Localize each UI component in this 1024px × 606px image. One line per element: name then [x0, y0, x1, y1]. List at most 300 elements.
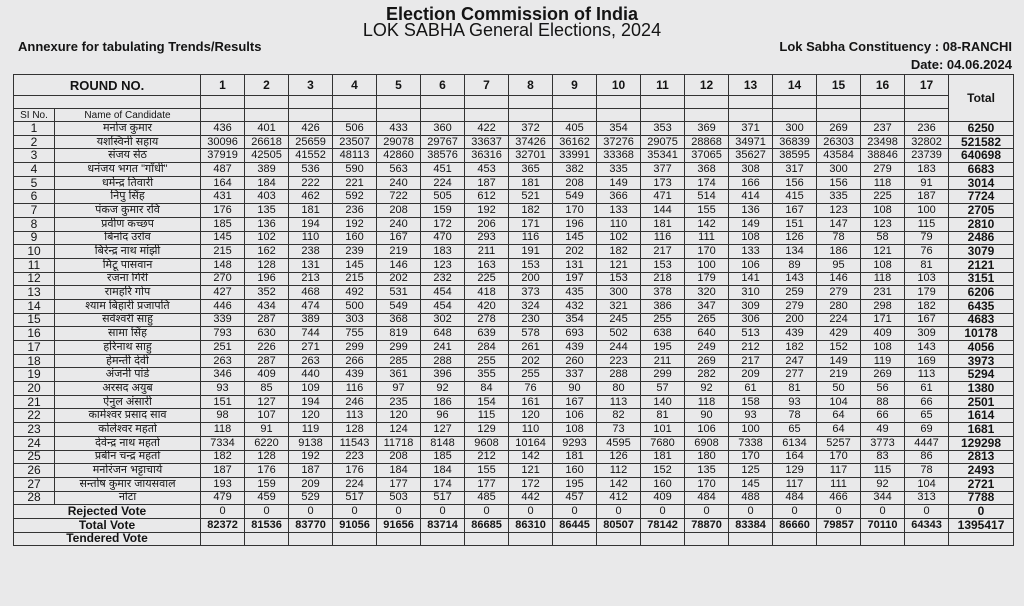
vote-count: 245 [597, 313, 641, 327]
blank-cell [641, 109, 685, 122]
vote-count: 30096 [201, 135, 245, 149]
vote-count: 95 [817, 258, 861, 272]
blank-cell [509, 96, 553, 109]
blank-cell [201, 96, 245, 109]
candidate-total: 2813 [949, 450, 1014, 464]
vote-count: 135 [685, 464, 729, 478]
vote-count: 202 [377, 272, 421, 286]
round-number: 4 [333, 75, 377, 96]
vote-count: 64 [817, 423, 861, 437]
candidate-total: 2486 [949, 231, 1014, 245]
vote-count: 78 [773, 409, 817, 423]
vote-count: 239 [333, 245, 377, 259]
round-number: 16 [861, 75, 905, 96]
vote-count: 184 [421, 464, 465, 478]
grand-total: 1395417 [949, 518, 1014, 532]
vote-count: 90 [685, 409, 729, 423]
round-number: 11 [641, 75, 685, 96]
vote-count: 85 [245, 382, 289, 396]
blank-cell [553, 109, 597, 122]
candidate-total: 521582 [949, 135, 1014, 149]
vote-count: 313 [905, 491, 949, 505]
vote-count: 288 [421, 354, 465, 368]
vote-count: 32802 [905, 135, 949, 149]
vote-count: 488 [729, 491, 773, 505]
vote-count: 377 [641, 163, 685, 177]
vote-count: 126 [773, 231, 817, 245]
blank-cell [905, 532, 949, 546]
round-header-row [14, 75, 1014, 96]
vote-count: 34971 [729, 135, 773, 149]
vote-count: 155 [465, 464, 509, 478]
tendered-vote-row [14, 532, 1014, 546]
vote-count: 212 [465, 450, 509, 464]
vote-count: 11543 [333, 436, 377, 450]
vote-count: 108 [861, 258, 905, 272]
vote-count: 261 [509, 341, 553, 355]
round-number: 3 [289, 75, 333, 96]
serial-number: 2 [14, 135, 55, 149]
vote-count: 156 [773, 176, 817, 190]
vote-count: 484 [773, 491, 817, 505]
vote-count: 106 [729, 258, 773, 272]
vote-count: 337 [553, 368, 597, 382]
vote-count: 235 [377, 395, 421, 409]
vote-count: 48113 [333, 149, 377, 163]
vote-count: 153 [597, 272, 641, 286]
vote-count: 502 [597, 327, 641, 341]
candidate-total: 2705 [949, 204, 1014, 218]
vote-count: 153 [509, 258, 553, 272]
candidate-total: 6683 [949, 163, 1014, 177]
table-row [14, 149, 1014, 163]
vote-count: 270 [201, 272, 245, 286]
vote-count: 23498 [861, 135, 905, 149]
table-row [14, 409, 1014, 423]
vote-count: 433 [377, 122, 421, 136]
table-row [14, 423, 1014, 437]
vote-count: 299 [377, 341, 421, 355]
vote-count: 82 [597, 409, 641, 423]
vote-count: 146 [377, 258, 421, 272]
vote-count: 299 [641, 368, 685, 382]
blank-cell [421, 532, 465, 546]
vote-count: 9293 [553, 436, 597, 450]
vote-count: 346 [201, 368, 245, 382]
candidate-total: 2810 [949, 217, 1014, 231]
serial-number: 28 [14, 491, 55, 505]
vote-count: 418 [465, 286, 509, 300]
vote-count: 219 [377, 245, 421, 259]
vote-count: 196 [245, 272, 289, 286]
vote-count: 108 [553, 423, 597, 437]
vote-count: 630 [245, 327, 289, 341]
vote-count: 389 [245, 163, 289, 177]
table-row [14, 135, 1014, 149]
vote-count: 277 [773, 368, 817, 382]
vote-count: 263 [201, 354, 245, 368]
serial-number: 1 [14, 122, 55, 136]
round-number: 6 [421, 75, 465, 96]
vote-count: 37065 [685, 149, 729, 163]
candidate-name: बिरेन्द्र नाथ मांझी [55, 245, 201, 259]
round-total: 80507 [597, 518, 641, 532]
vote-count: 549 [553, 190, 597, 204]
vote-count: 26618 [245, 135, 289, 149]
rejected-count: 0 [553, 505, 597, 519]
vote-count: 578 [509, 327, 553, 341]
vote-count: 302 [421, 313, 465, 327]
vote-count: 120 [377, 409, 421, 423]
vote-count: 308 [729, 163, 773, 177]
vote-count: 118 [201, 423, 245, 437]
vote-count: 6134 [773, 436, 817, 450]
vote-count: 180 [685, 450, 729, 464]
candidate-total: 2721 [949, 477, 1014, 491]
vote-count: 108 [861, 204, 905, 218]
vote-count: 459 [245, 491, 289, 505]
round-total: 86685 [465, 518, 509, 532]
round-total: 79857 [817, 518, 861, 532]
vote-count: 142 [685, 217, 729, 231]
vote-count: 49 [861, 423, 905, 437]
rejected-count: 0 [289, 505, 333, 519]
vote-count: 121 [597, 258, 641, 272]
blank-cell [377, 96, 421, 109]
vote-count: 208 [377, 204, 421, 218]
vote-count: 50 [817, 382, 861, 396]
vote-count: 442 [509, 491, 553, 505]
vote-count: 215 [201, 245, 245, 259]
blank-cell [333, 532, 377, 546]
vote-count: 185 [421, 450, 465, 464]
vote-count: 517 [333, 491, 377, 505]
candidate-name: सर्वेश्वरी साहु [55, 313, 201, 327]
vote-count: 300 [817, 163, 861, 177]
vote-count: 793 [201, 327, 245, 341]
vote-count: 186 [421, 395, 465, 409]
vote-count: 284 [465, 341, 509, 355]
vote-count: 335 [597, 163, 641, 177]
vote-count: 143 [905, 341, 949, 355]
vote-count: 148 [201, 258, 245, 272]
vote-count: 135 [245, 204, 289, 218]
vote-count: 182 [509, 204, 553, 218]
candidate-total: 1681 [949, 423, 1014, 437]
vote-count: 409 [641, 491, 685, 505]
vote-count: 37276 [597, 135, 641, 149]
table-row [14, 395, 1014, 409]
table-row [14, 272, 1014, 286]
blank-cell [245, 532, 289, 546]
vote-count: 174 [685, 176, 729, 190]
vote-count: 38595 [773, 149, 817, 163]
candidate-total: 7724 [949, 190, 1014, 204]
vote-count: 116 [641, 231, 685, 245]
candidate-name: हेमन्ती देवी [55, 354, 201, 368]
vote-count: 231 [861, 286, 905, 300]
vote-count: 10164 [509, 436, 553, 450]
table-row [14, 204, 1014, 218]
table-row [14, 286, 1014, 300]
serial-number: 16 [14, 327, 55, 341]
vote-count: 217 [729, 354, 773, 368]
vote-count: 218 [641, 272, 685, 286]
vote-count: 91 [245, 423, 289, 437]
vote-count: 162 [245, 245, 289, 259]
vote-count: 151 [201, 395, 245, 409]
total-header: Total [949, 75, 1014, 122]
document-subtitle: LOK SABHA General Elections, 2024 [362, 20, 662, 40]
vote-count: 529 [289, 491, 333, 505]
vote-count: 202 [509, 354, 553, 368]
round-total: 81536 [245, 518, 289, 532]
vote-count: 146 [817, 272, 861, 286]
blank-cell [245, 96, 289, 109]
candidate-total: 640698 [949, 149, 1014, 163]
vote-count: 41552 [289, 149, 333, 163]
rejected-count: 0 [641, 505, 685, 519]
vote-count: 251 [201, 341, 245, 355]
vote-count: 244 [597, 341, 641, 355]
vote-count: 115 [905, 217, 949, 231]
vote-count: 466 [817, 491, 861, 505]
vote-count: 639 [465, 327, 509, 341]
vote-count: 420 [465, 299, 509, 313]
rejected-count: 0 [377, 505, 421, 519]
vote-count: 25659 [289, 135, 333, 149]
vote-count: 76 [905, 245, 949, 259]
vote-count: 167 [553, 395, 597, 409]
vote-count: 4595 [597, 436, 641, 450]
vote-count: 200 [509, 272, 553, 286]
blank-cell [245, 109, 289, 122]
candidate-name: मनोज कुमार [55, 122, 201, 136]
candidate-name: कामेश्वर प्रसाद साव [55, 409, 201, 423]
vote-count: 92 [685, 382, 729, 396]
round-number: 14 [773, 75, 817, 96]
vote-count: 181 [641, 450, 685, 464]
vote-count: 58 [861, 231, 905, 245]
vote-count: 29078 [377, 135, 421, 149]
vote-count: 361 [377, 368, 421, 382]
rejected-count: 0 [729, 505, 773, 519]
vote-count: 102 [245, 231, 289, 245]
vote-count: 196 [553, 217, 597, 231]
vote-count: 166 [729, 176, 773, 190]
vote-count: 111 [817, 477, 861, 491]
vote-count: 265 [685, 313, 729, 327]
column-header-row [14, 109, 1014, 122]
vote-count: 217 [641, 245, 685, 259]
candidate-name: नोटा [55, 491, 201, 505]
candidate-name: संजय सेठ [55, 149, 201, 163]
vote-count: 129 [773, 464, 817, 478]
vote-count: 26303 [817, 135, 861, 149]
vote-count: 536 [289, 163, 333, 177]
vote-count: 474 [289, 299, 333, 313]
vote-count: 193 [201, 477, 245, 491]
vote-count: 164 [201, 176, 245, 190]
vote-count: 517 [421, 491, 465, 505]
blank-cell [509, 532, 553, 546]
vote-count: 309 [729, 299, 773, 313]
vote-count: 462 [289, 190, 333, 204]
vote-count: 187 [201, 464, 245, 478]
candidate-name: कोलेश्वर महतो [55, 423, 201, 437]
serial-number: 22 [14, 409, 55, 423]
candidate-total: 3973 [949, 354, 1014, 368]
vote-count: 192 [465, 204, 509, 218]
blank-cell [861, 96, 905, 109]
vote-count: 129 [465, 423, 509, 437]
vote-count: 320 [685, 286, 729, 300]
vote-count: 300 [597, 286, 641, 300]
vote-count: 194 [289, 217, 333, 231]
vote-count: 371 [729, 122, 773, 136]
slno-header: SI No. [14, 109, 55, 122]
vote-count: 177 [465, 477, 509, 491]
round-total: 86445 [553, 518, 597, 532]
vote-count: 177 [377, 477, 421, 491]
round-total: 91656 [377, 518, 421, 532]
round-total: 70110 [861, 518, 905, 532]
vote-count: 149 [597, 176, 641, 190]
blank-cell [509, 109, 553, 122]
vote-count: 225 [465, 272, 509, 286]
vote-count: 200 [773, 313, 817, 327]
vote-count: 92 [421, 382, 465, 396]
vote-count: 197 [553, 272, 597, 286]
vote-count: 182 [201, 450, 245, 464]
vote-count: 172 [421, 217, 465, 231]
blank-cell [333, 109, 377, 122]
vote-count: 170 [729, 450, 773, 464]
blank-cell [861, 532, 905, 546]
vote-count: 119 [289, 423, 333, 437]
blank-cell [597, 532, 641, 546]
vote-count: 110 [597, 217, 641, 231]
vote-count: 151 [773, 217, 817, 231]
vote-count: 401 [245, 122, 289, 136]
vote-count: 32701 [509, 149, 553, 163]
vote-count: 414 [729, 190, 773, 204]
vote-count: 35627 [729, 149, 773, 163]
vote-count: 365 [509, 163, 553, 177]
round-number: 5 [377, 75, 421, 96]
vote-count: 255 [641, 313, 685, 327]
vote-count: 108 [729, 231, 773, 245]
vote-count: 115 [465, 409, 509, 423]
vote-count: 35341 [641, 149, 685, 163]
vote-count: 96 [421, 409, 465, 423]
vote-count: 90 [553, 382, 597, 396]
vote-count: 287 [245, 313, 289, 327]
vote-count: 378 [641, 286, 685, 300]
vote-count: 354 [553, 313, 597, 327]
round-number: 1 [201, 75, 245, 96]
vote-count: 80 [597, 382, 641, 396]
vote-count: 4447 [905, 436, 949, 450]
vote-count: 73 [597, 423, 641, 437]
candidate-total: 4056 [949, 341, 1014, 355]
candidate-name: पंकज कुमार रवि [55, 204, 201, 218]
vote-count: 317 [773, 163, 817, 177]
candidate-name: सामा सिंह [55, 327, 201, 341]
vote-count: 145 [729, 477, 773, 491]
blank-cell [201, 532, 245, 546]
vote-count: 66 [905, 395, 949, 409]
vote-count: 255 [465, 354, 509, 368]
vote-count: 426 [289, 122, 333, 136]
vote-count: 506 [333, 122, 377, 136]
vote-count: 171 [861, 313, 905, 327]
vote-count: 169 [905, 354, 949, 368]
vote-count: 422 [465, 122, 509, 136]
blank-header-row [14, 96, 1014, 109]
vote-count: 485 [465, 491, 509, 505]
blank-cell [817, 532, 861, 546]
table-row [14, 163, 1014, 177]
vote-count: 271 [289, 341, 333, 355]
vote-count: 91 [905, 176, 949, 190]
blank-cell [14, 96, 201, 109]
vote-count: 300 [773, 122, 817, 136]
vote-count: 184 [377, 464, 421, 478]
table-row [14, 190, 1014, 204]
vote-count: 23739 [905, 149, 949, 163]
vote-count: 117 [773, 477, 817, 491]
table-row [14, 122, 1014, 136]
round-no-label: ROUND NO. [14, 75, 201, 96]
vote-count: 29767 [421, 135, 465, 149]
blank-cell [685, 532, 729, 546]
vote-count: 427 [201, 286, 245, 300]
table-row [14, 477, 1014, 491]
blank-cell [333, 96, 377, 109]
vote-count: 819 [377, 327, 421, 341]
table-row [14, 436, 1014, 450]
vote-count: 127 [245, 395, 289, 409]
vote-count: 195 [553, 477, 597, 491]
vote-count: 347 [685, 299, 729, 313]
vote-count: 241 [421, 341, 465, 355]
candidate-name: अंजनी पांडे [55, 368, 201, 382]
vote-count: 213 [289, 272, 333, 286]
rejected-count: 0 [245, 505, 289, 519]
vote-count: 69 [905, 423, 949, 437]
blank-cell [377, 532, 421, 546]
vote-count: 372 [509, 122, 553, 136]
vote-count: 339 [201, 313, 245, 327]
vote-count: 181 [641, 217, 685, 231]
vote-count: 373 [509, 286, 553, 300]
vote-count: 113 [905, 368, 949, 382]
candidate-total: 2121 [949, 258, 1014, 272]
vote-count: 266 [333, 354, 377, 368]
vote-count: 471 [641, 190, 685, 204]
vote-count: 36839 [773, 135, 817, 149]
vote-count: 102 [597, 231, 641, 245]
vote-count: 81 [905, 258, 949, 272]
vote-count: 149 [817, 354, 861, 368]
vote-count: 154 [465, 395, 509, 409]
vote-count: 11718 [377, 436, 421, 450]
vote-count: 187 [465, 176, 509, 190]
serial-number: 17 [14, 341, 55, 355]
candidate-total: 10178 [949, 327, 1014, 341]
rejected-count: 0 [861, 505, 905, 519]
